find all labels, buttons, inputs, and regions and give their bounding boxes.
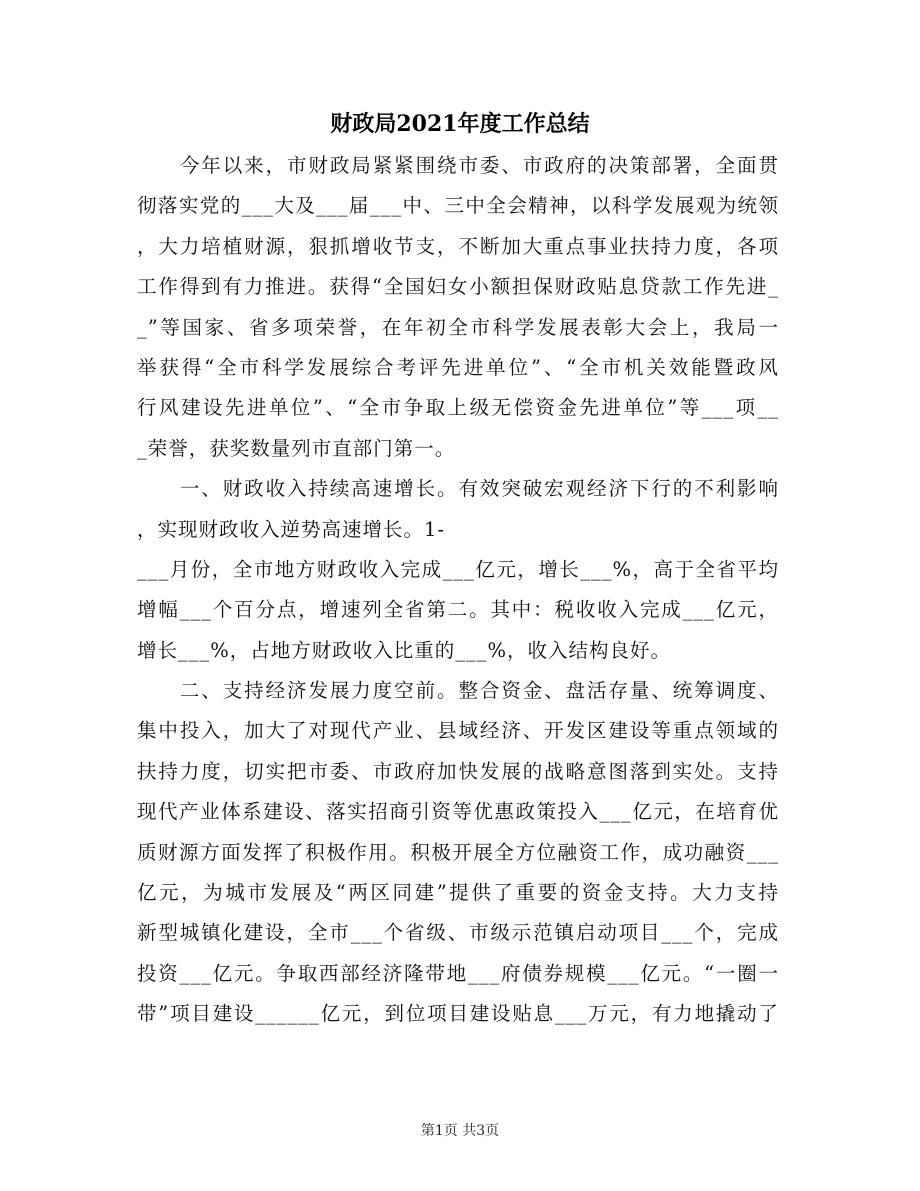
body-line: 新型城镇化建设，全市___个省级、市级示范镇启动项目___个，完成 — [137, 921, 779, 945]
body-line: ，实现财政收入逆势高速增长。1- — [137, 517, 445, 541]
body-line: 增幅___个百分点，增速列全省第二。其中：税收收入完成___亿元， — [137, 598, 779, 622]
body-line: 一、财政收入持续高速增长。有效突破宏观经济下行的不利影响 — [137, 477, 779, 501]
body-line: _”等国家、省多项荣誉，在年初全市科学发展表彰大会上，我局一 — [137, 315, 779, 339]
body-line: 二、支持经济发展力度空前。整合资金、盘活存量、统筹调度、 — [137, 679, 779, 703]
body-line: 扶持力度，切实把市委、市政府加快发展的战略意图落到实处。支持 — [137, 759, 779, 783]
body-line: 今年以来，市财政局紧紧围绕市委、市政府的决策部署，全面贯 — [137, 154, 779, 177]
page-number-footer: 第1页 共3页 — [420, 1123, 500, 1139]
body-line: 投资___亿元。争取西部经济隆带地___府债券规模___亿元。“一圈一 — [137, 961, 779, 985]
body-line: ___月份，全市地方财政收入完成___亿元，增长___%，高于全省平均 — [137, 557, 779, 581]
body-line: 集中投入，加大了对现代产业、县域经济、开发区建设等重点领域的 — [137, 719, 779, 743]
body-line: ，大力培植财源，狠抓增收节支，不断加大重点事业扶持力度，各项 — [137, 234, 779, 258]
body-line: 举获得“全市科学发展综合考评先进单位”、“全市机关效能暨政风 — [137, 355, 779, 379]
body-line: 亿元，为城市发展及“两区同建”提供了重要的资金支持。大力支持 — [137, 881, 779, 905]
body-line: 彻落实党的___大及___届___中、三中全会精神，以科学发展观为统领 — [137, 194, 779, 218]
body-line: _荣誉，获奖数量列市直部门第一。 — [137, 436, 456, 460]
body-line: 增长___%，占地方财政收入比重的___%，收入结构良好。 — [137, 638, 672, 662]
body-line: 行风建设先进单位”、“全市争取上级无偿资金先进单位”等___项__ — [137, 396, 779, 420]
body-line: 质财源方面发挥了积极作用。积极开展全方位融资工作，成功融资___ — [137, 840, 779, 864]
body-line: 现代产业体系建设、落实招商引资等优惠政策投入___亿元，在培育优 — [137, 800, 779, 824]
document-body — [137, 146, 779, 1035]
body-line: 工作得到有力推进。获得“全国妇女小额担保财政贴息贷款工作先进_ — [137, 275, 779, 299]
body-line: 带”项目建设______亿元，到位项目建设贴息___万元，有力地撬动了 — [137, 1002, 779, 1026]
document-title: 财政局2021年度工作总结 — [330, 111, 590, 137]
